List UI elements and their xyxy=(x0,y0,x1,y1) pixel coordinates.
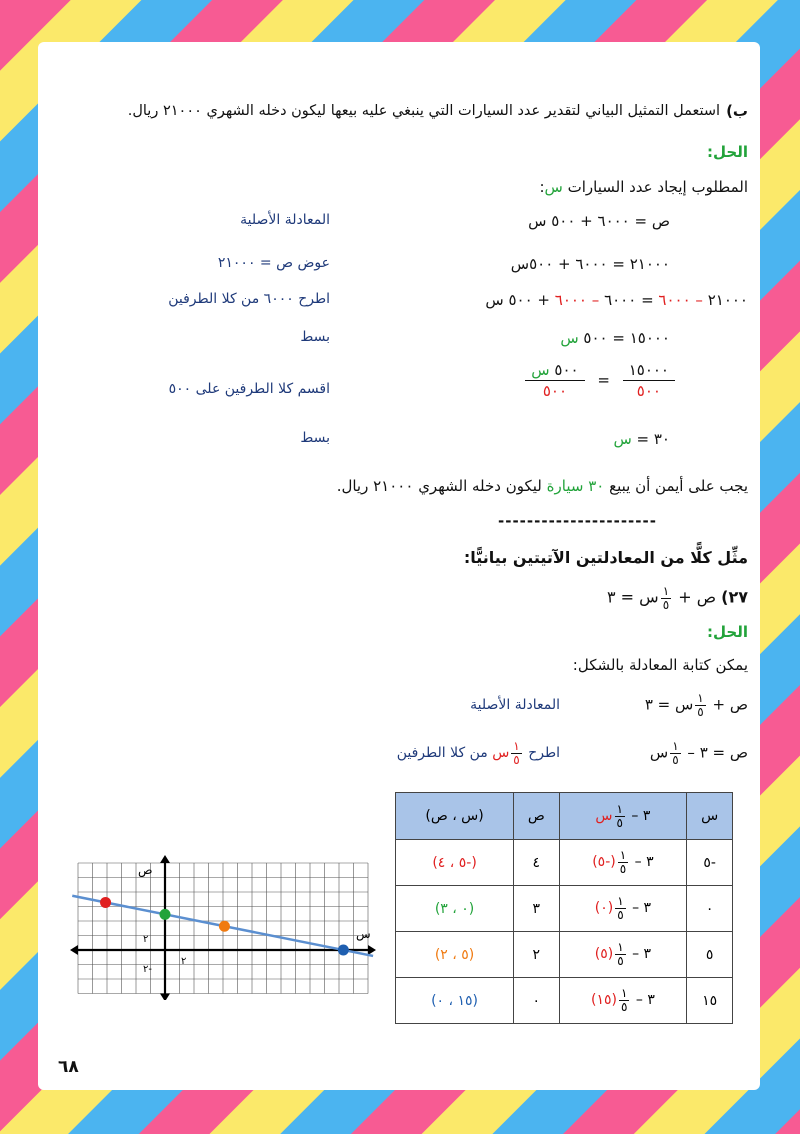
form-1-equation: ص + $\frac{١}{٥}$ س = ٣ xyxy=(644,691,748,719)
solution-label: الحل: xyxy=(707,143,748,161)
step-6-note: بسط xyxy=(300,430,330,446)
x-axis-arrow-right xyxy=(368,945,376,955)
page-number: ٦٨ xyxy=(58,1057,79,1077)
graph-point xyxy=(219,921,230,932)
cell-pair: (٥ ، ٢) xyxy=(396,932,514,978)
problem-27: ٢٧) ص + $\frac{١}{٥}$ س = ٣ xyxy=(606,584,748,612)
cell-x: -٥ xyxy=(687,840,733,886)
conclusion: يجب على أيمن أن يبيع ٣٠ سيارة ليكون دخله الشهري ٢١٠٠٠ ريال. xyxy=(336,477,748,495)
graph-point xyxy=(160,909,171,920)
cell-expression: ٣ – $\frac{١}{٥}$ (٥) xyxy=(559,932,687,978)
required-variable: س xyxy=(544,178,563,196)
required-colon: : xyxy=(539,178,545,196)
table-row xyxy=(396,840,733,886)
cell-pair: (١٥ ، ٠) xyxy=(396,978,514,1024)
table-row xyxy=(396,978,733,1024)
step-4-note: بسط xyxy=(300,329,330,345)
solution-label-2: الحل: xyxy=(707,623,748,641)
table-row xyxy=(396,886,733,932)
cell-y: ٤ xyxy=(514,840,559,886)
graph-point xyxy=(100,897,111,908)
cell-y: ٠ xyxy=(514,978,559,1024)
required-text: المطلوب إيجاد عدد السيارات xyxy=(562,178,748,196)
step-2-note: عوض ص = ٢١٠٠٠ xyxy=(217,255,330,271)
cell-y: ٣ xyxy=(514,886,559,932)
x-axis-arrow-left xyxy=(70,945,78,955)
rhs-fraction: ٥٠٠ س ٥٠٠ xyxy=(525,360,584,402)
x-axis-label: س xyxy=(356,927,371,941)
y-axis-arrow-up xyxy=(160,855,170,863)
task-title: مثِّل كلًّا من المعادلتين الآتيتين بيانيًّا: xyxy=(463,548,748,567)
x-tick-label: ٢ xyxy=(181,956,187,967)
graph-point xyxy=(338,945,349,956)
table-row xyxy=(396,932,733,978)
y-tick-label-positive: ٢ xyxy=(143,934,149,945)
cell-y: ٢ xyxy=(514,932,559,978)
required-line xyxy=(539,178,748,196)
values-table xyxy=(395,792,733,1024)
step-2-equation: ٢١٠٠٠ = ٦٠٠٠ + ٥٠٠س xyxy=(510,255,670,273)
form-2-note: اطرح $\frac{١}{٥}$ س من كلا الطرفين xyxy=(396,739,560,767)
lhs-fraction: ١٥٠٠٠ ٥٠٠ xyxy=(623,360,675,402)
form-1-note: المعادلة الأصلية xyxy=(470,697,560,713)
graph-points xyxy=(100,897,349,956)
y-tick-label-negative: ٢- xyxy=(143,964,152,975)
cell-expression: ٣ – $\frac{١}{٥}$ (-٥) xyxy=(559,840,687,886)
part-b-label: ب) xyxy=(726,102,748,120)
step-3-equation: ٢١٠٠٠ – ٦٠٠٠ = ٦٠٠٠ – ٦٠٠٠ + ٥٠٠ س xyxy=(485,291,748,309)
cell-expression: ٣ – $\frac{١}{٥}$ (٠) xyxy=(559,886,687,932)
step-5-note: اقسم كلا الطرفين على ٥٠٠ xyxy=(168,381,330,397)
separator-dashes: ---------------------- xyxy=(498,512,657,530)
step-6-equation: ٣٠ = س xyxy=(613,430,670,448)
form-2-equation: ص = ٣ – $\frac{١}{٥}$ س xyxy=(649,739,748,767)
header-pair: (س ، ص) xyxy=(396,793,514,840)
step-5-equation: ١٥٠٠٠ ٥٠٠ = ٥٠٠ س ٥٠٠ xyxy=(525,360,675,402)
header-x: س xyxy=(687,793,733,840)
y-axis-arrow-down xyxy=(160,994,170,1001)
header-y: ص xyxy=(514,793,559,840)
step-4-equation: ١٥٠٠٠ = ٥٠٠ س xyxy=(560,329,670,347)
header-expression: ٣ – $\frac{١}{٥}$ س xyxy=(559,793,687,840)
step-3-note: اطرح ٦٠٠٠ من كلا الطرفين xyxy=(168,291,330,307)
table-header-row xyxy=(396,793,733,840)
cell-x: ٠ xyxy=(687,886,733,932)
step-1-equation: ص = ٦٠٠٠ + ٥٠٠ س xyxy=(528,212,670,230)
line-graph xyxy=(68,850,378,1000)
cell-expression: ٣ – $\frac{١}{٥}$ (١٥) xyxy=(559,978,687,1024)
form-text: يمكن كتابة المعادلة بالشكل: xyxy=(572,656,748,674)
cell-x: ١٥ xyxy=(687,978,733,1024)
part-b-question: استعمل التمثيل البياني لتقدير عدد السيارات التي ينبغي عليه بيعها ليكون دخله الشهري ٢١٠٠٠ ريال. xyxy=(127,103,720,119)
cell-x: ٥ xyxy=(687,932,733,978)
cell-pair: (٠ ، ٣) xyxy=(396,886,514,932)
y-axis-label: ص xyxy=(138,863,153,877)
step-1-note: المعادلة الأصلية xyxy=(240,212,330,228)
cell-pair: (-٥ ، ٤) xyxy=(396,840,514,886)
